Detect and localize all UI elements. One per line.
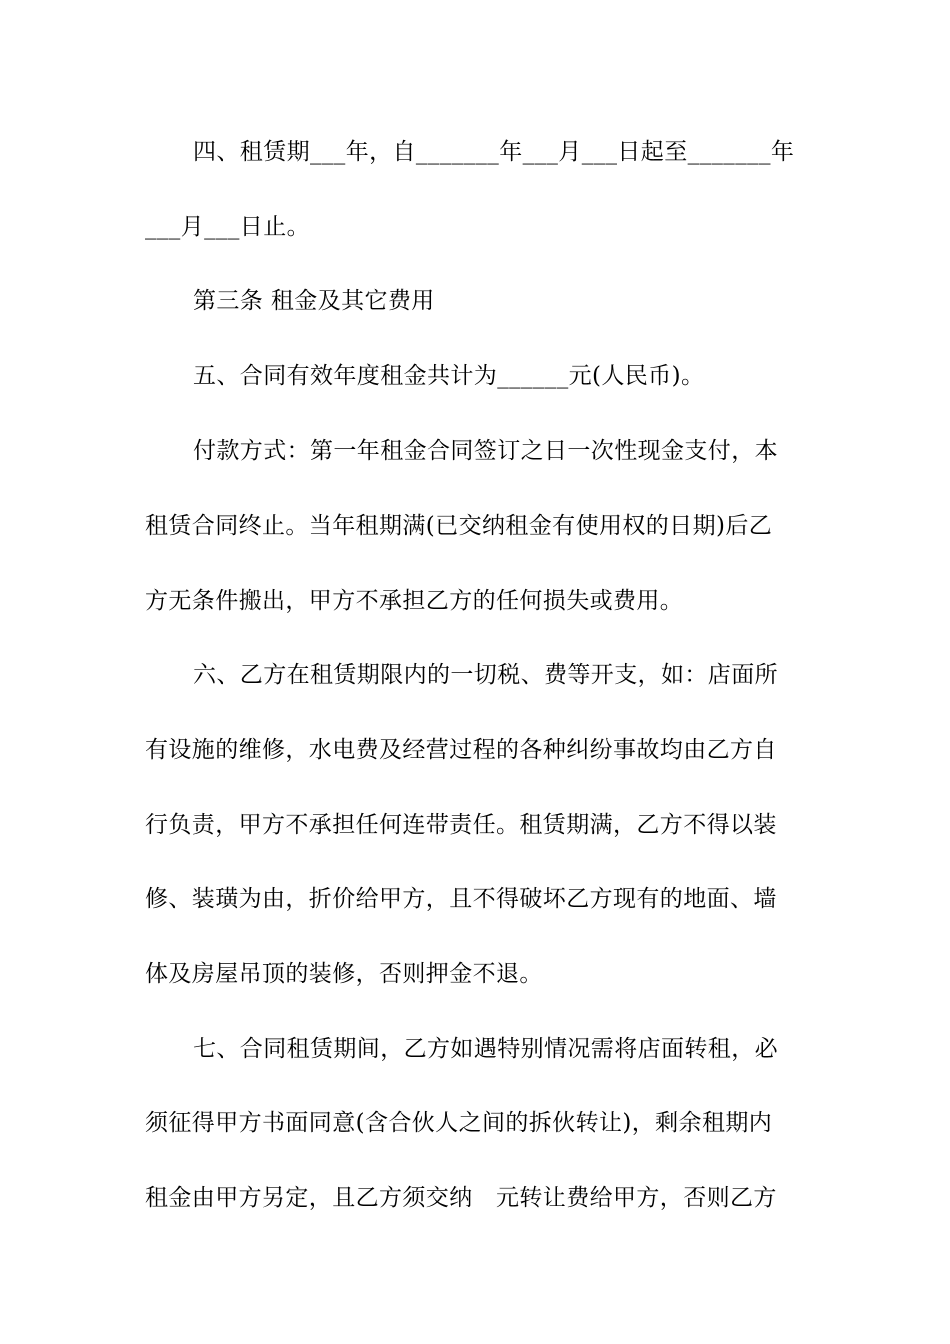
text-line: 有设施的维修，水电费及经营过程的各种纠纷事故均由乙方自 [145, 737, 777, 763]
text-line: 六、乙方在租赁期限内的一切税、费等开支，如：店面所 [193, 662, 778, 688]
text-line: 七、合同租赁期间，乙方如遇特别情况需将店面转租，必 [193, 1036, 778, 1062]
text-line: 五、合同有效年度租金共计为______元(人民币)。 [193, 363, 705, 389]
text-line: 四、租赁期___年，自_______年___月___日起至_______年 [193, 139, 795, 165]
text-line: 付款方式：第一年租金合同签订之日一次性现金支付，本 [193, 438, 778, 464]
text-line: 方无条件搬出，甲方不承担乙方的任何损失或费用。 [145, 588, 684, 614]
text-line: 行负责，甲方不承担任何连带责任。租赁期满，乙方不得以装 [145, 812, 777, 838]
text-line: 须征得甲方书面同意(含合伙人之间的拆伙转让)，剩余租期内 [145, 1110, 773, 1136]
text-line: 租金由甲方另定，且乙方须交纳 元转让费给甲方，否则乙方 [145, 1185, 777, 1211]
text-line: 租赁合同终止。当年租期满(已交纳租金有使用权的日期)后乙 [145, 513, 773, 539]
text-line: ___月___日止。 [145, 214, 310, 240]
text-line: 修、装璜为由，折价给甲方，且不得破坏乙方现有的地面、墙 [145, 886, 777, 912]
text-line: 体及房屋吊顶的装修，否则押金不退。 [145, 961, 543, 987]
section-heading: 第三条 租金及其它费用 [193, 288, 435, 314]
